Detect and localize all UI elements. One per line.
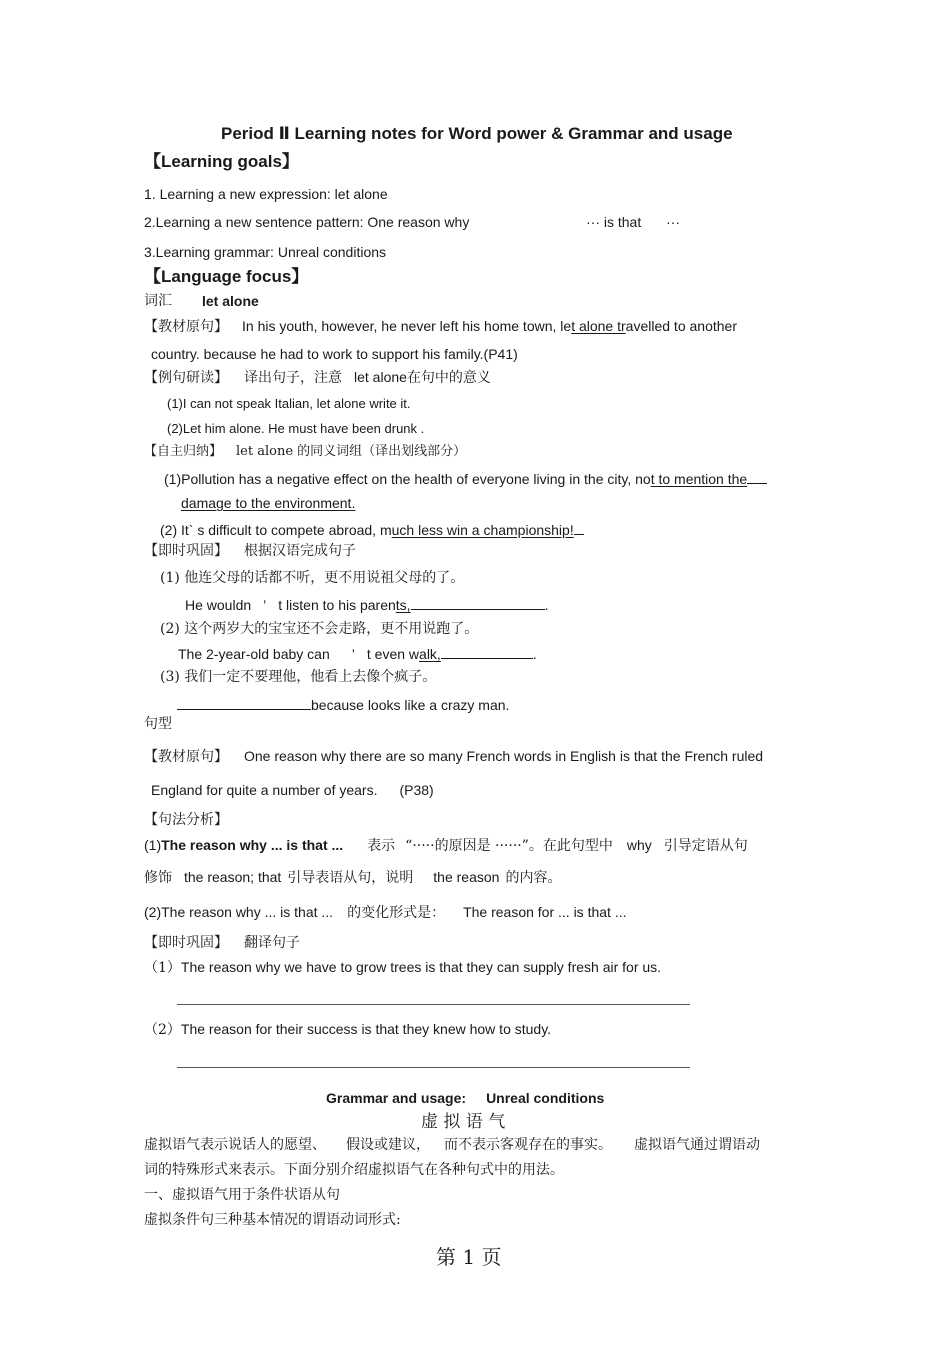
exercise-2-part-c: t even w <box>366 646 420 662</box>
pattern-text-1: One reason why there are so many French words in English is that the French ruled <box>244 748 764 764</box>
study-heading <box>144 368 491 387</box>
pattern-text-2: England for quite a number of years. <box>151 782 378 798</box>
textbook-sentence-line2: country. because he had to work to support his family.(P41) <box>151 346 518 362</box>
exercise-2-period: . <box>532 646 537 662</box>
vocab-term: let alone <box>202 293 259 309</box>
grammar-section-2: 虚拟条件句三种基本情况的谓语动词形式: <box>144 1212 401 1228</box>
analysis-1-l2-b: the reason; that <box>184 869 282 885</box>
summary-example-2 <box>160 520 584 539</box>
summary-2b: uch less win a championship! <box>391 522 574 538</box>
summary-label: 【自主归纳】 <box>144 444 223 459</box>
analysis-1-l2-e: 的内容。 <box>505 870 562 886</box>
textbook-text-c: avelled to another <box>625 318 737 334</box>
pattern-textbook-label: 【教材原句】 <box>144 749 228 765</box>
translate-label: 【即时巩固】 <box>144 935 228 951</box>
textbook-sentence <box>144 317 737 336</box>
grammar-p1-d: 虚拟语气通过谓语动 <box>634 1137 760 1153</box>
exercise-3-text: because looks like a crazy man. <box>311 697 510 713</box>
analysis-1-num: (1) <box>144 837 162 853</box>
exercise-1-part-c: t listen to his paren <box>278 597 396 613</box>
textbook-text-underlined: t alone tr <box>571 318 626 334</box>
analysis-1-pattern: The reason why ... is that ... <box>161 837 344 853</box>
analysis-1-l2-c: 引导表语从句，说明 <box>287 870 414 886</box>
language-focus-heading: 【Language focus】 <box>144 267 309 286</box>
study-label: 【例句研读】 <box>144 370 228 386</box>
page-title: Period Ⅱ Learning notes for Word power & Grammar and usage <box>221 124 733 143</box>
grammar-paragraph-line1 <box>144 1136 760 1154</box>
study-text-b: let alone <box>354 369 407 385</box>
analysis-2-c: The reason for ... is that ... <box>463 904 627 920</box>
exercise-2-apostrophe: ’ <box>351 646 355 662</box>
translate-1-text: The reason why we have to grow trees is that they can supply fresh air for us. <box>180 959 662 975</box>
grammar-heading <box>326 1089 604 1107</box>
textbook-text-a: In his youth, however, he never left his home town, le <box>242 318 572 334</box>
summary-example-1 <box>164 469 767 488</box>
grammar-subheading: 虚 拟 语 气 <box>421 1112 506 1132</box>
analysis-1-cn-a: 表示 <box>367 838 396 854</box>
summary-1b: t to mention the <box>650 471 748 487</box>
analysis-1 <box>144 836 748 855</box>
analysis-1-l2-d: the reason <box>433 869 500 885</box>
page-number: 第 1 页 <box>436 1245 502 1269</box>
grammar-heading-a: Grammar and usage: <box>326 1090 467 1106</box>
exercise-1-part-a: He wouldn <box>185 597 252 613</box>
summary-2a: (2) It` s difficult to compete abroad, m <box>160 522 392 538</box>
goal-item-3: 3.Learning grammar: Unreal conditions <box>144 244 387 260</box>
consolidate-label: 【即时巩固】 <box>144 543 228 559</box>
pattern-textbook-line2 <box>151 781 434 799</box>
analysis-1-cn-b: “·····的原因是 ······”。在此句型中 <box>405 838 613 854</box>
exercise-2-part-a: The 2-year-old baby can <box>178 646 330 662</box>
goal-item-2: 2.Learning a new sentence pattern: One reason why <box>144 214 470 230</box>
exercise-1-part-d: ts, <box>395 597 411 613</box>
translate-text: 翻译句子 <box>244 935 300 951</box>
exercise-3-en <box>177 695 509 714</box>
pattern-text-ref: (P38) <box>399 782 434 798</box>
analysis-label: 【句法分析】 <box>144 812 228 828</box>
grammar-heading-b: Unreal conditions <box>486 1090 605 1106</box>
textbook-label: 【教材原句】 <box>144 319 228 335</box>
vocab-label: 词汇 <box>144 293 172 309</box>
analysis-1-l2-a: 修饰 <box>144 870 172 886</box>
answer-line-1[interactable] <box>177 1004 690 1005</box>
exercise-2-cn: (2) 这个两岁大的宝宝还不会走路，更不用说跑了。 <box>160 621 479 637</box>
translate-1-num: （1） <box>144 960 181 976</box>
goal-item-1: 1. Learning a new expression: let alone <box>144 186 388 202</box>
analysis-1-why: why <box>626 837 652 853</box>
analysis-1-line2 <box>144 868 561 887</box>
grammar-section-1: 一、虚拟语气用于条件状语从句 <box>144 1187 340 1203</box>
translate-2 <box>144 1020 551 1039</box>
summary-heading <box>144 442 466 461</box>
grammar-p1-a: 虚拟语气表示说话人的愿望、 <box>144 1137 326 1153</box>
study-example-2: (2)Let him alone. He must have been drunk . <box>167 421 425 436</box>
translate-2-text: The reason for their success is that they knew how to study. <box>180 1021 552 1037</box>
exercise-1-cn: (1) 他连父母的话都不听，更不用说祖父母的了。 <box>160 570 465 586</box>
consolidate-text: 根据汉语完成句子 <box>244 543 356 559</box>
analysis-1-cn-c: 引导定语从句 <box>663 838 748 854</box>
analysis-2-b: 的变化形式是： <box>347 905 446 921</box>
goal-item-2-ellipsis: ··· <box>666 214 680 230</box>
consolidate-heading <box>144 541 356 560</box>
exercise-1-en <box>185 595 548 614</box>
study-text-a: 译出句子，注意 <box>244 370 342 386</box>
analysis-2-a: (2)The reason why ... is that ... <box>144 904 334 920</box>
exercise-1-period: . <box>544 597 549 613</box>
summary-text: let alone 的同义词组（译出划线部分） <box>236 444 467 459</box>
translate-1 <box>144 958 661 977</box>
exercise-1-apostrophe: ’ <box>263 597 267 613</box>
grammar-p1-c: 而不表示客观存在的事实。 <box>444 1137 612 1153</box>
summary-1c: damage to the environment. <box>181 495 356 511</box>
pattern-textbook-sentence <box>144 747 763 766</box>
goal-item-2-part: ··· is that <box>586 214 642 230</box>
exercise-2-part-d: alk, <box>419 646 441 662</box>
exercise-2-en <box>178 644 537 663</box>
study-example-1: (1)I can not speak Italian, let alone write it. <box>167 396 411 411</box>
answer-line-2[interactable] <box>177 1067 690 1068</box>
study-text-c: 在句中的意义 <box>406 370 491 386</box>
summary-1a: (1)Pollution has a negative effect on the health of everyone living in the city, no <box>164 471 651 487</box>
grammar-p1-b: 假设或建议， <box>346 1137 430 1153</box>
exercise-3-cn: (3) 我们一定不要理他，他看上去像个疯子。 <box>160 669 437 685</box>
grammar-paragraph-line2: 词的特殊形式来表示。下面分别介绍虚拟语气在各种句式中的用法。 <box>144 1162 564 1178</box>
learning-goals-heading: 【Learning goals】 <box>144 152 299 171</box>
pattern-label: 句型 <box>144 716 172 732</box>
translate-2-num: （2） <box>144 1022 181 1038</box>
analysis-2 <box>144 903 626 922</box>
translate-heading <box>144 933 300 952</box>
